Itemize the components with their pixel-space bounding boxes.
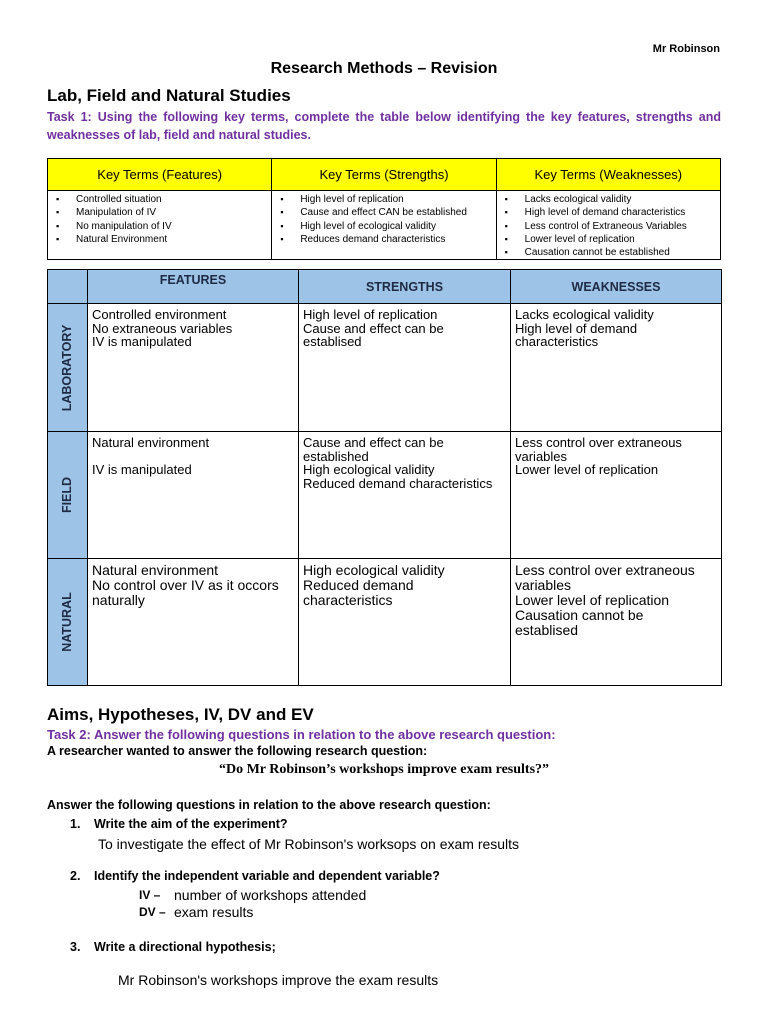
field-strengths-cell <box>299 432 511 559</box>
list-item: ▪ High level of ecological validity <box>280 220 491 233</box>
list-item: ▪ Natural Environment <box>56 233 267 246</box>
cell-line: Lower level of replication <box>515 592 670 608</box>
cell-line: IV is manipulated <box>92 334 192 350</box>
iv-answer: number of workshops attended <box>174 887 367 903</box>
question-number: 1. <box>70 817 81 831</box>
iv-label: IV – <box>139 888 161 902</box>
cell-line: naturally <box>92 592 145 608</box>
cell-line: High level of replication <box>303 307 438 322</box>
question-text: Write a directional hypothesis; <box>94 940 276 954</box>
key-terms-weaknesses-header: Key Terms (Weaknesses) <box>496 159 720 191</box>
research-intro: A researcher wanted to answer the following research question: <box>47 744 428 758</box>
cell-line: Less control over extraneous <box>515 435 682 450</box>
answer-1: To investigate the effect of Mr Robinson's worksops on exam results <box>98 836 520 852</box>
question-text: Write the aim of the experiment? <box>94 817 288 831</box>
key-terms-features-header: Key Terms (Features) <box>48 159 272 191</box>
key-terms-features-list <box>56 193 267 246</box>
cell-line: Causation cannot be <box>515 607 644 623</box>
research-question: “Do Mr Robinson’s workshops improve exam results?” <box>218 762 550 777</box>
question-text: Identify the independent variable and dependent variable? <box>94 869 440 883</box>
cell-line: Controlled environment <box>92 307 227 322</box>
list-item: ▪ Cause and effect CAN be established <box>280 206 491 219</box>
cell-line: Natural environment <box>92 435 210 450</box>
key-terms-strengths-header: Key Terms (Strengths) <box>272 159 496 191</box>
cell-line: Cause and effect can be <box>303 320 444 336</box>
natural-strengths-cell <box>299 559 511 686</box>
cell-line: Reduced demand characteristics <box>303 475 493 491</box>
row-label-cell <box>48 559 88 686</box>
cell-line: No control over IV as it occors <box>92 577 279 593</box>
list-item: ▪ No manipulation of IV <box>56 220 267 233</box>
list-item: ▪ High level of demand characteristics <box>505 206 716 219</box>
cell-line: High ecological validity <box>303 562 445 578</box>
list-item: ▪ Lower level of replication <box>505 233 716 246</box>
list-item: ▪ Reduces demand characteristics <box>280 233 491 246</box>
cell-line: Less control over extraneous <box>515 562 695 578</box>
key-terms-weaknesses-list <box>505 193 716 259</box>
row-label-laboratory: LABORATORY <box>59 324 74 411</box>
key-terms-strengths-list <box>280 193 491 246</box>
list-item: ▪ High level of replication <box>280 193 491 206</box>
answer-3: Mr Robinson's workshops improve the exam results <box>118 972 439 988</box>
question-number: 3. <box>70 940 81 954</box>
key-terms-table <box>47 158 721 260</box>
section-heading-aims: Aims, Hypotheses, IV, DV and EV <box>47 705 314 724</box>
weaknesses-column-header: WEAKNESSES <box>511 270 722 304</box>
cell-line: Reduced demand <box>303 577 414 593</box>
table-corner-cell <box>48 270 88 304</box>
cell-line: variables <box>515 577 572 593</box>
table-row-natural <box>48 559 722 686</box>
cell-line: establised <box>303 334 362 350</box>
field-features-cell <box>88 432 299 559</box>
cell-line: established <box>303 448 369 464</box>
cell-line: characteristics <box>303 592 393 608</box>
key-terms-features-cell <box>48 191 272 260</box>
cell-line: IV is manipulated <box>92 462 192 478</box>
natural-weaknesses-cell <box>511 559 722 686</box>
list-item: ▪ Controlled situation <box>56 193 267 206</box>
task-2-instruction: Task 2: Answer the following questions in relation to the above research question: <box>47 727 556 742</box>
task-1-instruction: Task 1: Using the following key terms, complete the table below identifying the key features, strengths and weaknesses of lab, field and natural studies. <box>47 110 721 142</box>
cell-line: High ecological validity <box>303 462 435 478</box>
cell-line: Lower level of replication <box>515 462 659 478</box>
dv-label: DV – <box>139 905 166 919</box>
list-item: ▪ Causation cannot be established <box>505 246 716 259</box>
question-3 <box>70 940 276 954</box>
section-heading-studies: Lab, Field and Natural Studies <box>47 86 291 105</box>
cell-line: variables <box>515 448 568 464</box>
row-label-cell <box>48 432 88 559</box>
laboratory-strengths-cell <box>299 304 511 432</box>
table-row-field <box>48 432 722 559</box>
list-item: ▪ Less control of Extraneous Variables <box>505 220 716 233</box>
studies-comparison-table <box>47 269 722 686</box>
key-terms-strengths-cell <box>272 191 496 260</box>
strengths-column-header: STRENGTHS <box>299 270 511 304</box>
cell-line: Lacks ecological validity <box>515 307 654 322</box>
cell-line: establised <box>515 622 579 638</box>
cell-line: characteristics <box>515 334 599 350</box>
row-label-cell <box>48 304 88 432</box>
features-column-header: FEATURES <box>88 270 299 304</box>
cell-line: No extraneous variables <box>92 320 233 336</box>
row-label-natural: NATURAL <box>59 592 74 652</box>
cell-line: High level of demand <box>515 320 638 336</box>
row-label-field: FIELD <box>59 476 74 514</box>
field-weaknesses-cell <box>511 432 722 559</box>
document-title: Research Methods – Revision <box>270 60 498 77</box>
laboratory-features-cell <box>88 304 299 432</box>
cell-line: Cause and effect can be <box>303 435 444 450</box>
key-terms-weaknesses-cell <box>496 191 720 260</box>
laboratory-weaknesses-cell <box>511 304 722 432</box>
table-row-laboratory <box>48 304 722 432</box>
dv-answer: exam results <box>174 904 254 920</box>
question-2 <box>70 869 440 883</box>
author-name: Mr Robinson <box>652 43 720 55</box>
cell-line: Natural environment <box>92 562 219 578</box>
questions-instruction: Answer the following questions in relation to the above research question: <box>47 798 491 812</box>
question-1 <box>70 817 288 831</box>
natural-features-cell <box>88 559 299 686</box>
list-item: ▪ Lacks ecological validity <box>505 193 716 206</box>
question-number: 2. <box>70 869 81 883</box>
list-item: ▪ Manipulation of IV <box>56 206 267 219</box>
